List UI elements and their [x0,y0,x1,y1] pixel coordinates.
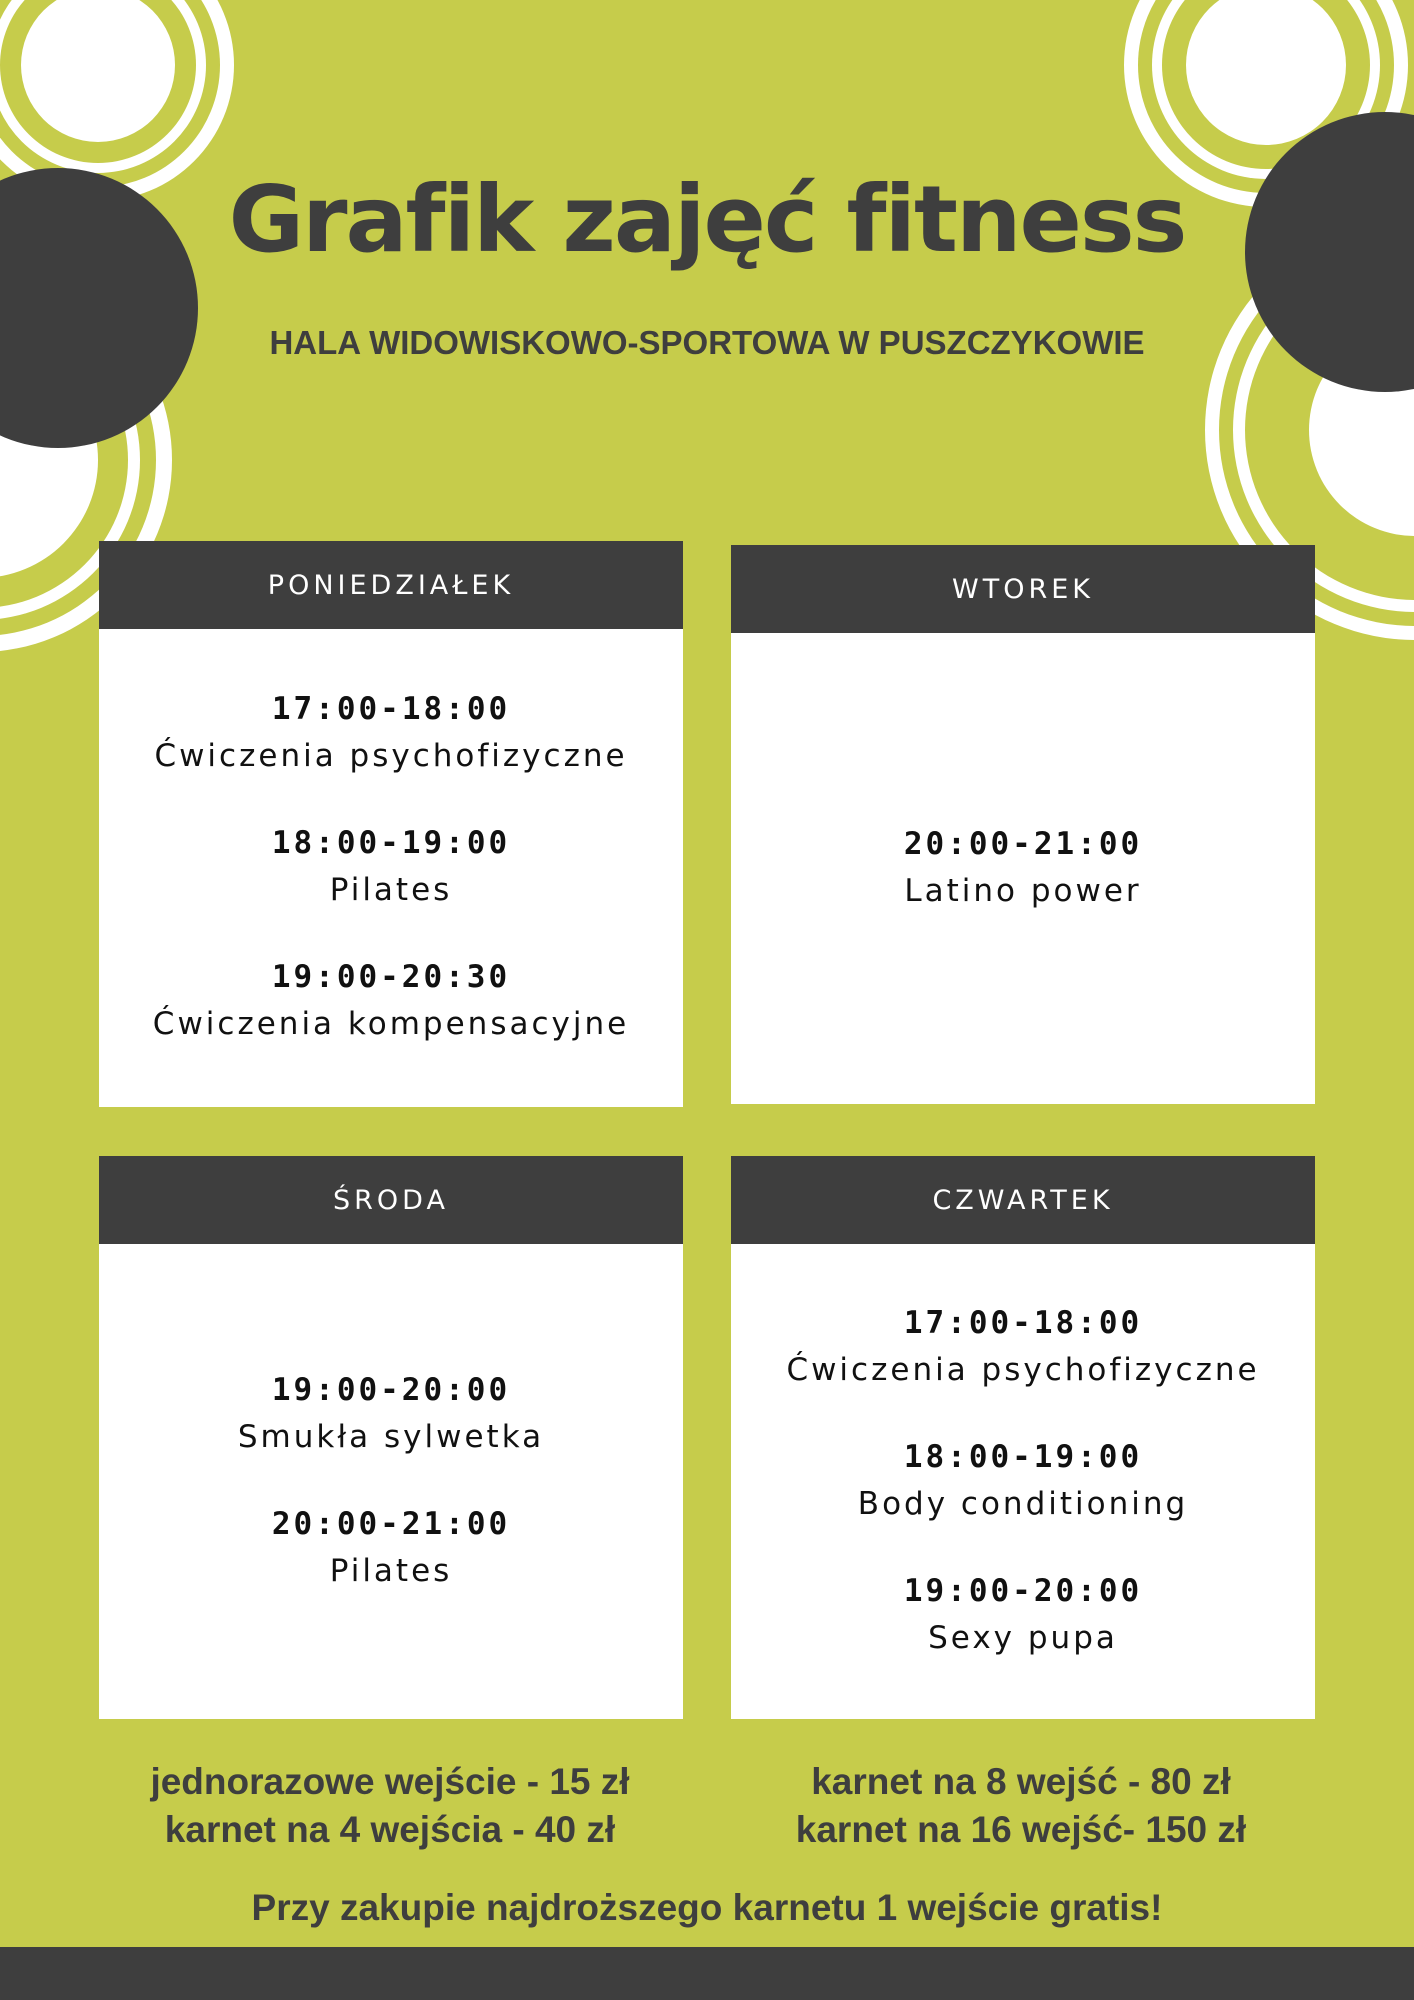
session-time: 19:00-20:00 [903,1572,1143,1609]
price-line: karnet na 4 wejścia - 40 zł [164,1809,616,1850]
session-name: Sexy pupa [928,1619,1118,1656]
day-body-wednesday [99,1244,683,1719]
session-time: 19:00-20:30 [271,959,511,995]
session-time: 18:00-19:00 [903,1438,1143,1475]
day-header-thursday: CZWARTEK [731,1156,1315,1244]
promo-text: Przy zakupie najdroższego karnetu 1 wejście gratis! [251,1887,1163,1928]
day-card-wednesday [99,1156,683,1719]
page-subtitle: HALA WIDOWISKOWO-SPORTOWA W PUSZCZYKOWIE [269,324,1145,361]
session-time: 19:00-20:00 [271,1371,511,1408]
session-name: Ćwiczenia psychofizyczne [154,738,628,774]
session-time: 17:00-18:00 [903,1304,1143,1341]
session [904,1569,1142,1663]
day-card-tuesday [731,545,1315,1104]
session-name: Body conditioning [857,1485,1189,1522]
price-line: karnet na 16 wejść- 150 zł [795,1809,1247,1850]
session-name: Pilates [329,872,453,908]
session [153,955,629,1049]
price-line: jednorazowe wejście - 15 zł [150,1761,630,1802]
session [272,821,510,915]
session [154,687,627,781]
day-header-tuesday: WTOREK [731,545,1315,633]
day-header-monday: PONIEDZIAŁEK [99,541,683,629]
session-name: Smukła sylwetka [237,1418,545,1455]
day-card-thursday [731,1156,1315,1719]
session-name: Pilates [329,1552,453,1589]
session [858,1435,1188,1529]
price-list-left [40,1758,740,1854]
session-time: 20:00-21:00 [271,1505,511,1542]
session [272,1502,510,1596]
price-list-right [671,1758,1371,1854]
price-line: karnet na 8 wejść - 80 zł [811,1761,1231,1802]
session-name: Ćwiczenia kompensacyjne [152,1006,630,1042]
session [904,822,1142,916]
session-time: 20:00-21:00 [903,825,1143,862]
session-name: Latino power [904,872,1142,909]
day-card-monday [99,541,683,1107]
footer-bar [0,1947,1414,2000]
session [786,1301,1259,1395]
session-time: 18:00-19:00 [271,825,511,861]
day-body-thursday [731,1244,1315,1719]
session-name: Ćwiczenia psychofizyczne [786,1351,1260,1388]
day-body-monday [99,629,683,1107]
session-time: 17:00-18:00 [271,691,511,727]
day-header-wednesday: ŚRODA [99,1156,683,1244]
day-body-tuesday [731,633,1315,1104]
page-title: Grafik zajęć fitness [228,166,1186,273]
session [238,1368,544,1462]
